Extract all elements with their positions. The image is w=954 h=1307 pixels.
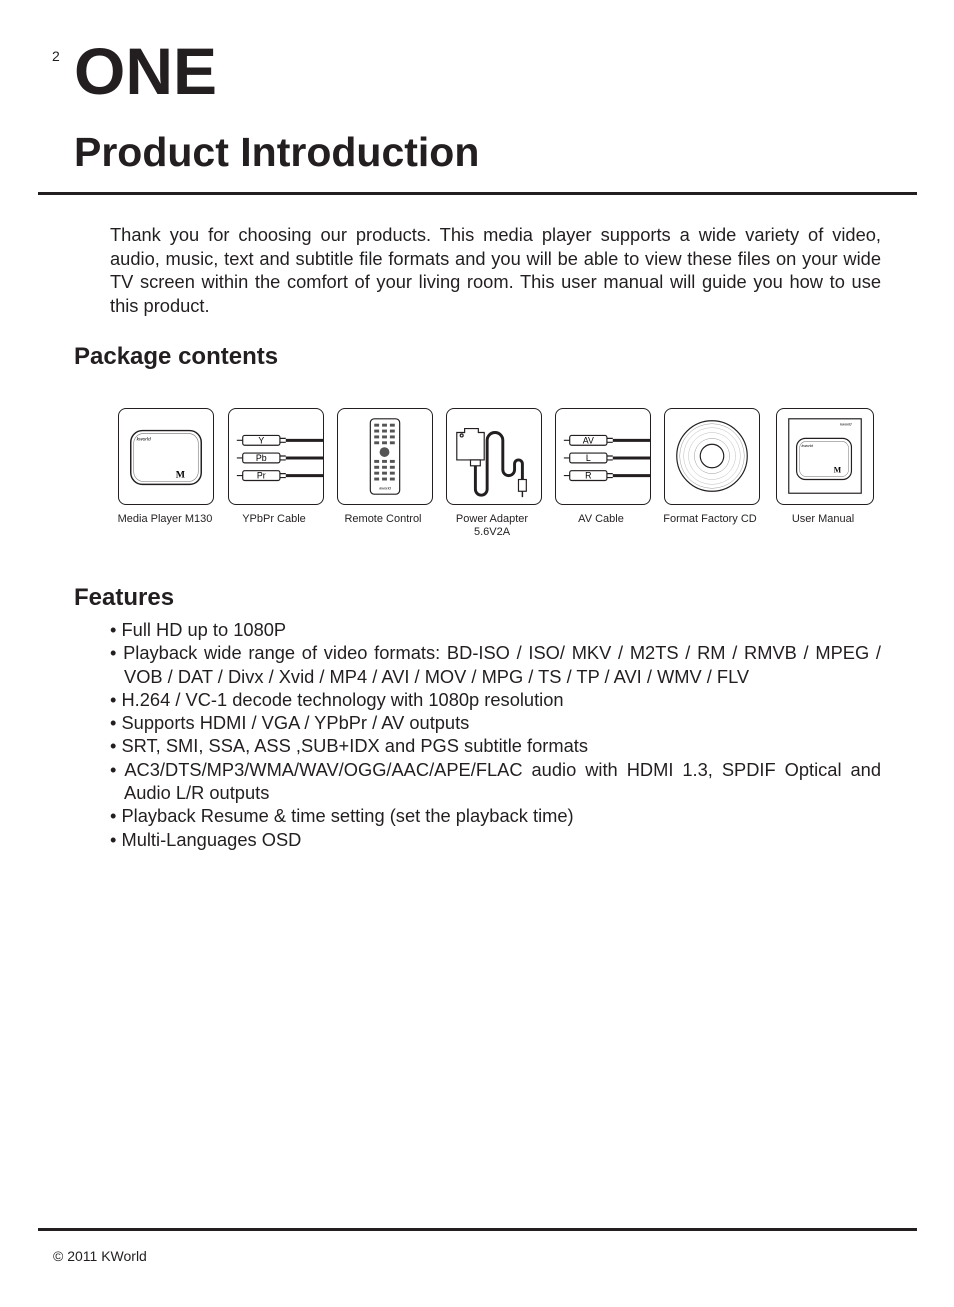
package-item-label: Remote Control [344,513,422,525]
feature-item: • SRT, SMI, SSA, ASS ,SUB+IDX and PGS subtitle formats [110,735,589,757]
av-plug-r: R [585,470,592,481]
svg-text:M: M [175,469,186,481]
ypbpr-plug-pb: Pb [255,452,267,463]
package-item-label: Format Factory CD [663,513,757,525]
title-rule [38,192,917,195]
footer-copyright: © 2011 KWorld [53,1248,147,1264]
ypbpr-plug-y: Y [258,435,265,446]
svg-text:kworld: kworld [840,421,852,427]
ypbpr-plug-pr: Pr [256,470,266,481]
svg-text:M: M [833,465,842,475]
av-plug-av: AV [582,435,594,446]
page-number: 2 [52,48,60,64]
package-item-label: Power Adapter 5.6V2A [455,513,529,538]
features-list [110,618,881,851]
features-heading: Features [74,584,175,611]
package-item-label: User Manual [791,513,855,525]
package-contents-heading: Package contents [74,343,279,370]
page-title: Product Introduction [74,129,480,175]
power-adapter-icon [446,408,542,505]
package-item-label: YPbPr Cable [242,513,306,525]
footer-rule [38,1228,917,1231]
ypbpr-cable-icon [228,408,324,505]
svg-text:kworld: kworld [801,443,813,449]
media-player-icon [118,408,214,505]
feature-item: • Playback Resume & time setting (set the playback time) [110,805,574,827]
feature-item: • H.264 / VC-1 decode technology with 1080p resolution [110,688,564,710]
svg-text:kworld: kworld [379,485,391,491]
user-manual-icon [776,408,874,505]
cd-icon [664,408,760,505]
package-item-label: Media Player M130 [117,513,213,525]
feature-item: • Playback wide range of video formats: BD-ISO / ISO/ MKV / M2TS / RM / RMVB / MPEG / VOB / DAT / Divx / Xvid / MP4 / AVI / MOV / MPG / TS / TP / AVI / WMV / FLV [110,642,881,687]
package-contents-row [110,407,890,547]
svg-text:kworld: kworld [136,437,151,443]
av-cable-icon [555,408,651,505]
chapter-heading: ONE [74,34,218,108]
remote-control-icon [337,408,433,505]
feature-item: • Full HD up to 1080P [110,619,287,640]
feature-item: • Supports HDMI / VGA / YPbPr / AV outputs [110,712,470,734]
feature-item: • Multi-Languages OSD [110,828,302,850]
package-item-label: AV Cable [578,513,624,525]
intro-paragraph: Thank you for choosing our products. This media player supports a wide variety of video, audio, music, text and subtitle file formats and you will be able to view these files on your wide TV screen within the comfort of your living room. This user manual will guide you how to use this product. [110,224,881,316]
av-plug-l: L [585,452,591,463]
feature-item: • AC3/DTS/MP3/WMA/WAV/OGG/AAC/APE/FLAC audio with HDMI 1.3, SPDIF Optical and Audio L/R outputs [110,758,881,804]
